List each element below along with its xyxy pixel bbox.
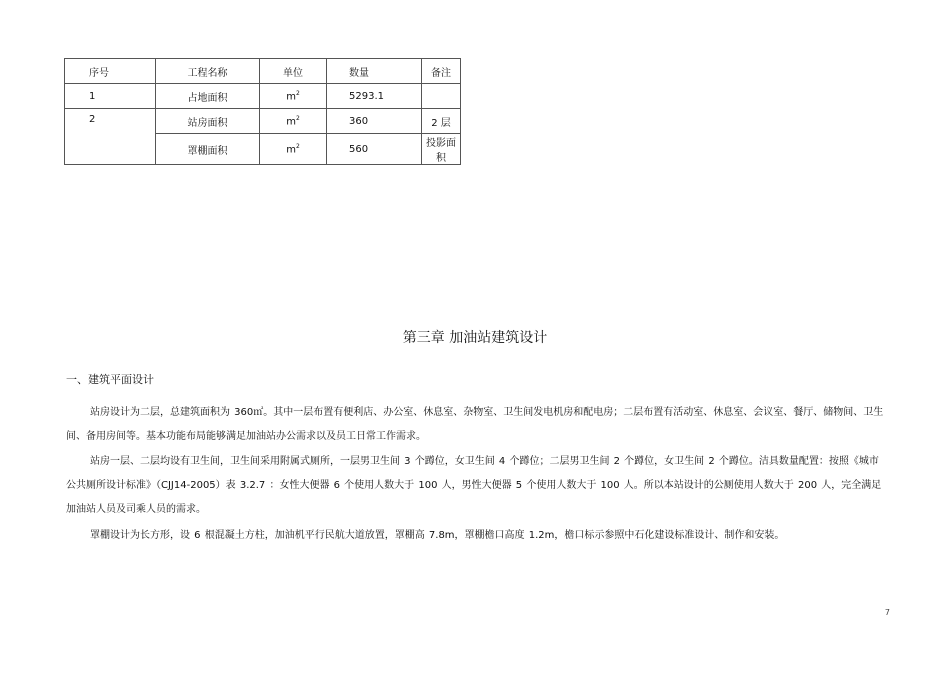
unit-text: m (286, 91, 296, 103)
header-no: 序号 (65, 59, 156, 84)
table-row (65, 109, 461, 134)
cell-name: 罩棚面积 (156, 134, 260, 165)
cell-unit (260, 134, 327, 165)
unit-superscript: 2 (295, 142, 300, 150)
unit-text: m (286, 116, 296, 128)
cell-note: 2 层 (422, 109, 461, 134)
cell-unit (260, 84, 327, 109)
cell-no: 2 (65, 109, 156, 165)
cell-no: 1 (65, 84, 156, 109)
cell-qty: 360 (327, 109, 422, 134)
section-title: 一、建筑平面设计 (66, 373, 154, 386)
chapter-title: 第三章 加油站建筑设计 (402, 330, 548, 346)
paragraph-restrooms: 站房一层、二层均设有卫生间，卫生间采用附属式厕所，一层男卫生间 3 个蹲位，女卫生间 4 个蹲位；二层男卫生间 2 个蹲位，女卫生间 2 个蹲位。洁具数量配置：按照《城市公共厕所设计标准》（CJJ14-2005）表 3.2.7 ：女性大便器 6 个使用人数大于 100 人，男性大便器 5 个使用人数大于 100 人。所以本站设计的公厕使用人数大于 200 人，完全满足加油站人员及司乘人员的需求。 (66, 456, 882, 515)
cell-unit (260, 109, 327, 134)
cell-qty: 560 (327, 134, 422, 165)
header-qty: 数量 (327, 59, 422, 84)
header-note: 备注 (422, 59, 461, 84)
unit-superscript: 2 (295, 89, 300, 97)
unit-superscript: 2 (295, 114, 300, 122)
paragraph-station-layout: 站房设计为二层，总建筑面积为 360㎡。其中一层布置有便利店、办公室、休息室、杂物室、卫生间发电机房和配电房；二层布置有活动室、休息室、会议室、餐厅、储物间、卫生间、备用房间等。基本功能布局能够满足加油站办公需求以及员工日常工作需求。 (66, 407, 884, 442)
cell-name: 站房面积 (156, 109, 260, 134)
project-area-table (64, 58, 461, 165)
header-unit: 单位 (260, 59, 327, 84)
table-row (65, 84, 461, 109)
header-name: 工程名称 (156, 59, 260, 84)
paragraph-canopy: 罩棚设计为长方形，设 6 根混凝土方柱，加油机平行民航大道放置，罩棚高 7.8m，罩棚檐口高度 1.2m，檐口标示参照中石化建设标准设计、制作和安装。 (90, 530, 785, 541)
cell-note: 投影面积 (422, 134, 461, 165)
cell-name: 占地面积 (156, 84, 260, 109)
unit-text: m (286, 144, 296, 156)
page-number: 7 (884, 608, 890, 617)
table-header-row (65, 59, 461, 84)
cell-qty: 5293.1 (327, 84, 422, 109)
cell-note (422, 84, 461, 109)
